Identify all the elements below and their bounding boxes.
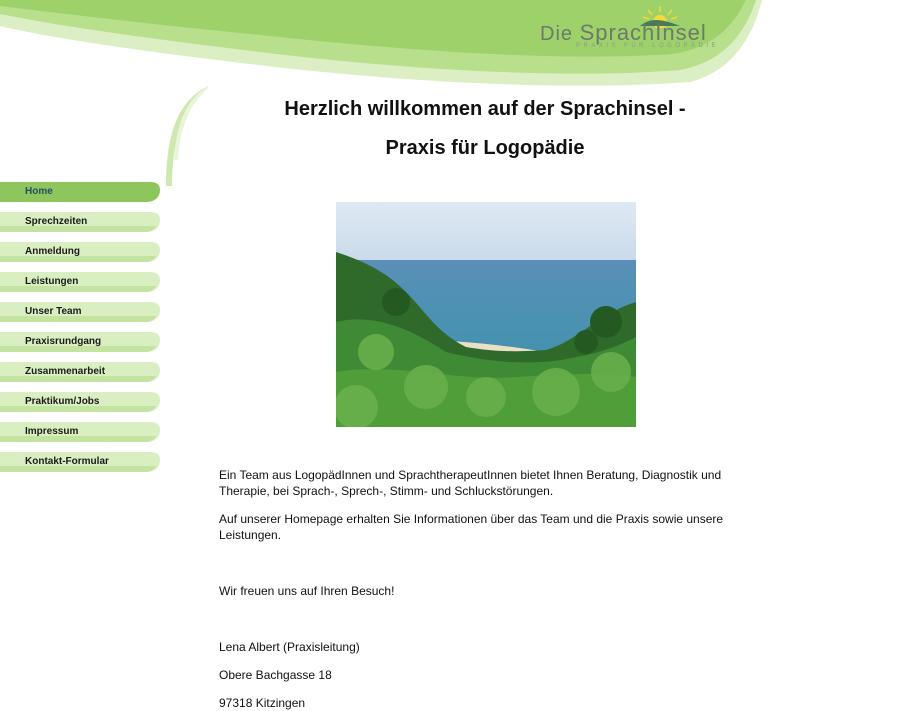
nav-label: Impressum [25,426,79,437]
logo-part2: Sprach [579,20,656,45]
page-title: Herzlich willkommen auf der Sprachinsel - [284,98,686,120]
nav-label: Kontakt-Formular [25,456,109,467]
beach-photo [336,202,636,427]
logo-part1: Die [540,23,580,45]
nav-item-praktikum-jobs[interactable] [0,392,162,412]
nav-label: Sprechzeiten [25,216,88,227]
nav-item-leistungen[interactable] [0,272,162,292]
logo-tagline: PRAXIS FÜR LOGOPÄDIE [576,43,720,49]
nav-label: Praktikum/Jobs [25,396,100,407]
nav-item-kontakt-formular[interactable] [0,452,162,472]
nav-label: Home [25,186,53,197]
page-subtitle: Praxis für Logopädie [385,137,585,159]
nav-label: Anmeldung [25,246,80,257]
nav-label: Zusammenarbeit [25,366,106,377]
nav-item-anmeldung[interactable] [0,242,162,262]
nav-label: Unser Team [25,306,82,317]
nav-item-praxisrundgang[interactable] [0,332,162,352]
site-logo[interactable] [540,6,720,50]
nav-label: Praxisrundgang [25,336,102,347]
intro-paragraph: Ein Team aus LogopädInnen und SprachtherapeutInnen bietet Ihnen Beratung, Diagnostik und Therapie, bei Sprach-, Sprech-, Stimm- und Schluckstörungen. [219,468,722,498]
contact-name: Lena Albert (Praxisleitung) [219,640,360,654]
nav-item-home[interactable] [0,182,162,202]
contact-street: Obere Bachgasse 18 [219,668,332,682]
contact-city: 97318 Kitzingen [219,696,306,710]
header-banner [0,0,900,190]
beach-photo-illustration [336,202,636,427]
nav-item-sprechzeiten[interactable] [0,212,162,232]
logo-part3: Insel [655,20,707,45]
main-navigation [0,182,162,482]
nav-item-impressum[interactable] [0,422,162,442]
nav-item-zusammenarbeit[interactable] [0,362,162,382]
greeting-text: Wir freuen uns auf Ihren Besuch! [219,584,395,598]
nav-label: Leistungen [25,276,79,287]
nav-item-unser-team[interactable] [0,302,162,322]
info-paragraph: Auf unserer Homepage erhalten Sie Informationen über das Team und die Praxis sowie unsere Leistungen. [219,512,724,542]
